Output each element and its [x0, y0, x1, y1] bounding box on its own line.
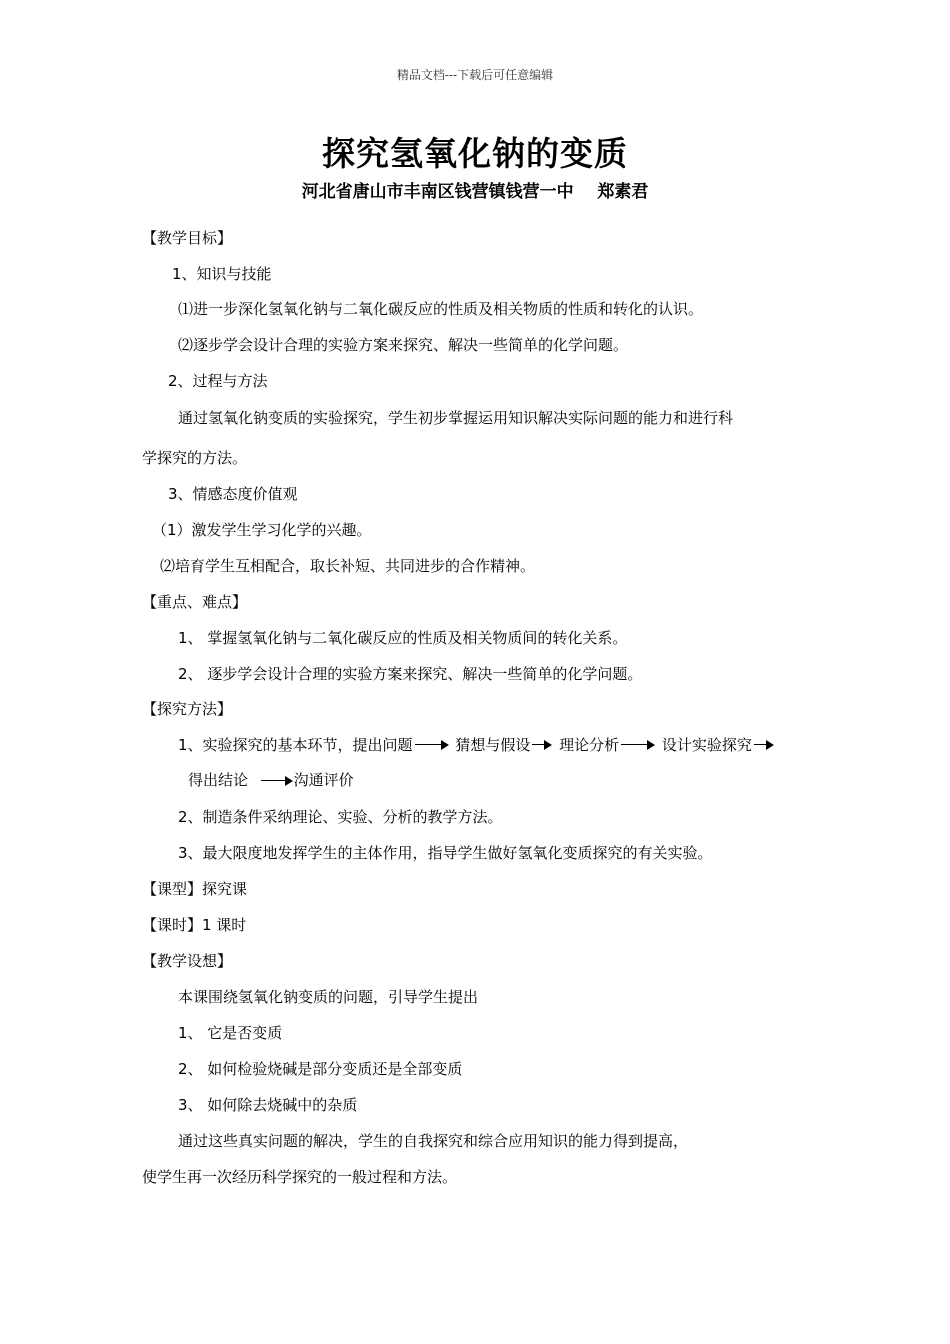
arrow-right-icon: [621, 740, 655, 750]
subheading-process-method: 2、过程与方法: [168, 372, 268, 390]
text-line: 本课围绕氢氧化钠变质的问题，引导学生提出: [178, 988, 479, 1006]
flow-step-conclusion-label: 得出结论: [188, 771, 249, 789]
arrow-right-icon: [261, 776, 293, 786]
text-line: 使学生再一次经历科学探究的一般过程和方法。: [142, 1168, 458, 1186]
text-line: 学探究的方法。: [142, 449, 248, 467]
section-heading-lesson-type: 【课型】探究课: [142, 880, 248, 898]
list-item: 1、 它是否变质: [178, 1024, 283, 1042]
flow-step-evaluation: 沟通评价: [293, 771, 354, 789]
header-note: 精品文档---下载后可任意编辑: [396, 68, 554, 82]
list-item: 3、 如何除去烧碱中的杂质: [178, 1096, 358, 1114]
section-heading-teaching-plan: 【教学设想】: [142, 952, 233, 970]
text-line: 2、制造条件采纳理论、实验、分析的教学方法。: [178, 808, 503, 826]
text-line: 1、 掌握氢氧化钠与二氧化碳反应的性质及相关物质间的转化关系。: [178, 629, 628, 647]
text-line: （1）激发学生学习化学的兴趣。: [152, 521, 372, 539]
arrow-right-icon: [754, 740, 774, 750]
section-heading-key-points: 【重点、难点】: [142, 593, 248, 611]
flow-step-analysis: 理论分析: [559, 735, 620, 754]
text-line: ⑵逐步学会设计合理的实验方案来探究、解决一些简单的化学问题。: [178, 336, 629, 354]
text-line: 通过氢氧化钠变质的实验探究，学生初步掌握运用知识解决实际问题的能力和进行科: [178, 409, 734, 427]
text-line: ⑴进一步深化氢氧化钠与二氧化碳反应的性质及相关物质的性质和转化的认识。: [178, 300, 704, 318]
section-heading-objectives: 【教学目标】: [142, 229, 233, 247]
arrow-right-icon: [415, 740, 449, 750]
flow-step-design-experiment: 设计实验探究: [661, 735, 752, 754]
subheading-knowledge-skills: 1、知识与技能: [172, 265, 272, 283]
text-line: 通过这些真实问题的解决，学生的自我探究和综合应用知识的能力得到提高，: [178, 1132, 689, 1150]
list-item: 2、 如何检验烧碱是部分变质还是全部变质: [178, 1060, 463, 1078]
author-line: 河北省唐山市丰南区钱营镇钱营一中 郑素君: [301, 182, 649, 202]
subheading-attitude-values: 3、情感态度价值观: [168, 485, 298, 503]
text-line: 2、 逐步学会设计合理的实验方案来探究、解决一些简单的化学问题。: [178, 665, 643, 683]
inquiry-flow: [178, 734, 776, 755]
section-heading-methods: 【探究方法】: [142, 700, 233, 718]
flow-step-conclusion: [188, 770, 354, 790]
flow-step-ask-question: 1、实验探究的基本环节，提出问题: [178, 735, 413, 754]
text-line: 3、最大限度地发挥学生的主体作用，指导学生做好氢氧化变质探究的有关实验。: [178, 844, 713, 862]
section-heading-lesson-hours: 【课时】1 课时: [142, 916, 247, 934]
page-title: 探究氢氧化钠的变质: [322, 134, 628, 173]
text-line: ⑵培育学生互相配合，取长补短、共同进步的合作精神。: [160, 557, 536, 575]
arrow-right-icon: [532, 740, 552, 750]
flow-step-hypothesis: 猜想与假设: [455, 735, 531, 754]
